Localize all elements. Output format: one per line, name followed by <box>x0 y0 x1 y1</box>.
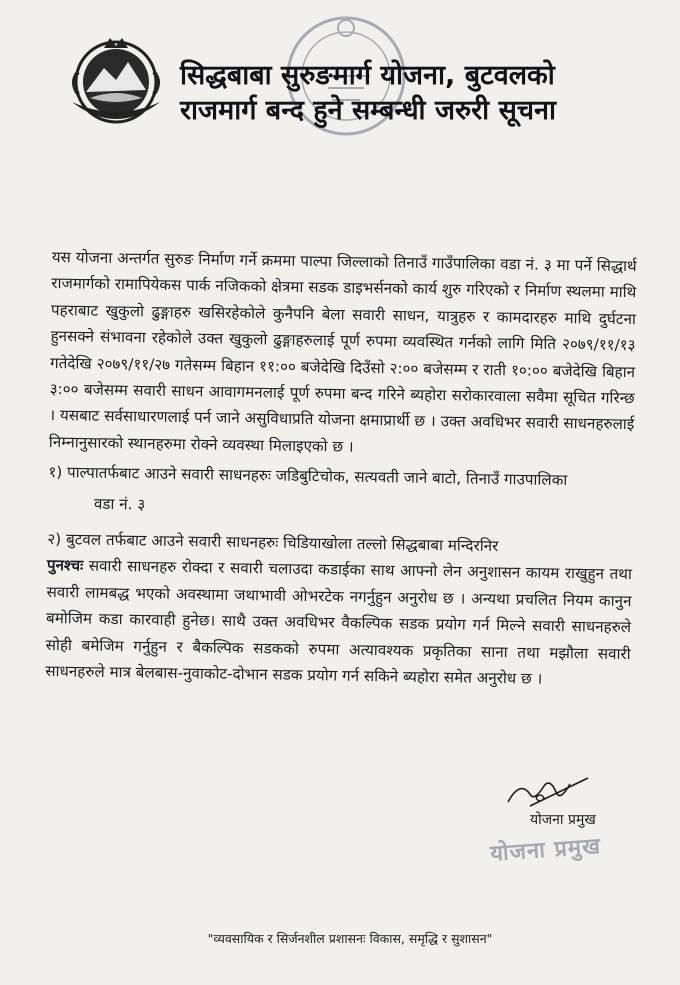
list-item <box>48 459 634 525</box>
notice-paragraph: यस योजना अन्तर्गत सुरुङ निर्माण गर्ने क्रममा पाल्पा जिल्लाको तिनाउँ गाउँपालिका वडा नं. ३ मा पर्ने सिद्धार्थ राजमार्गको रामापियेकस पार्क नजिकको क्षेत्रमा सडक डाइभर्सनको कार्य शुरु गरिएको र निर्माण स्थलमा माथि पहराबाट खुकुलो ढुङ्गाहरु खसिरहेकोले कुनैपनि बेला सवारी साधन, यात्रुहरु र कामदारहरु माथि दुर्घटना हुनसक्ने संभावना रहेकोले उक्त खुकुलो ढुङ्गाहरुलाई पूर्ण रुपमा व्यवस्थित गर्नको लागि मिति २०७९/११/१३ गतेदेखि २०७९/११/२७ गतेसम्म बिहान ११:०० बजेदेखि दिउँसो २:०० बजेसम्म र राती १०:०० बजेदेखि बिहान ३:०० बजेसम्म सवारी साधन आवागमनलाई पूर्ण रुपमा बन्द गरिने ब्यहोरा सरोकारवाला सवैमा सूचित गरिन्छ । यसबाट सर्वसाधारणलाई पर्न जाने असुविधाप्रति योजना क्षमाप्रार्थी छ । उक्त अवधिभर सवारी साधनहरुलाई निम्नानुसारको स्थानहरुमा रोक्ने व्यवस्था मिलाइएको छ । <box>48 247 637 456</box>
list-item-text: पाल्पातर्फबाट आउने सवारी साधनहरुः जडिबुटिचोक, सत्यवती जाने बाटो, तिनाउँ गाउपालिका <box>66 463 568 490</box>
title-line-1: सिद्धबाबा सुरुङमार्ग योजना, बुटवलको <box>180 60 555 91</box>
designation-stamp: योजना प्रमुख <box>489 834 602 867</box>
list-item-number: १) <box>48 463 63 482</box>
list-item-number: २) <box>47 530 62 549</box>
notice-title <box>180 58 600 128</box>
nepal-emblem-icon <box>64 32 168 126</box>
signature-block <box>490 772 620 872</box>
postscript <box>45 552 632 693</box>
title-line-2: राजमार्ग बन्द हुने सम्बन्धी जरुरी सूचना <box>180 95 556 126</box>
designation-label: योजना प्रमुख <box>530 812 596 828</box>
list-item-text: बुटवल तर्फबाट आउने सवारी साधनहरुः चिडियाखोला तल्लो सिद्धबाबा मन्दिरनिर <box>65 530 499 556</box>
notice-body <box>45 244 637 709</box>
postscript-label: पुनश्चः <box>46 556 84 575</box>
postscript-text: सवारी साधनहरु रोक्दा र सवारी चलाउदा कडाईका साथ आफ्नो लेन अनुशासन कायम राखुहुन तथा सवारी लामबद्ध भएको अवस्थामा जथाभावी ओभरटेक नगर्नुहुन अनुरोध छ । अन्यथा प्रचलित नियम कानुन बमोजिम कडा कारवाही हुनेछ। साथै उक्त अवधिभर वैकल्पिक सडक प्रयोग गर्न मिल्ने सवारी साधनहरुले सोही बमेजिम गर्नुहुन र बैकल्पिक सडकको रुपमा अत्यावश्यक प्रकृतिका साना तथा मझौला सवारी साधनहरुले मात्र बेलबास-नुवाकोट-दोभान सडक प्रयोग गर्न सकिने ब्यहोरा समेत अनुरोध छ । <box>45 557 633 688</box>
footer-motto: "व्यवसायिक र सिर्जनशील प्रशासनः विकास, समृद्धि र सुशासन" <box>207 931 493 946</box>
list-item-continuation: वडा नं. ३ <box>93 494 146 514</box>
